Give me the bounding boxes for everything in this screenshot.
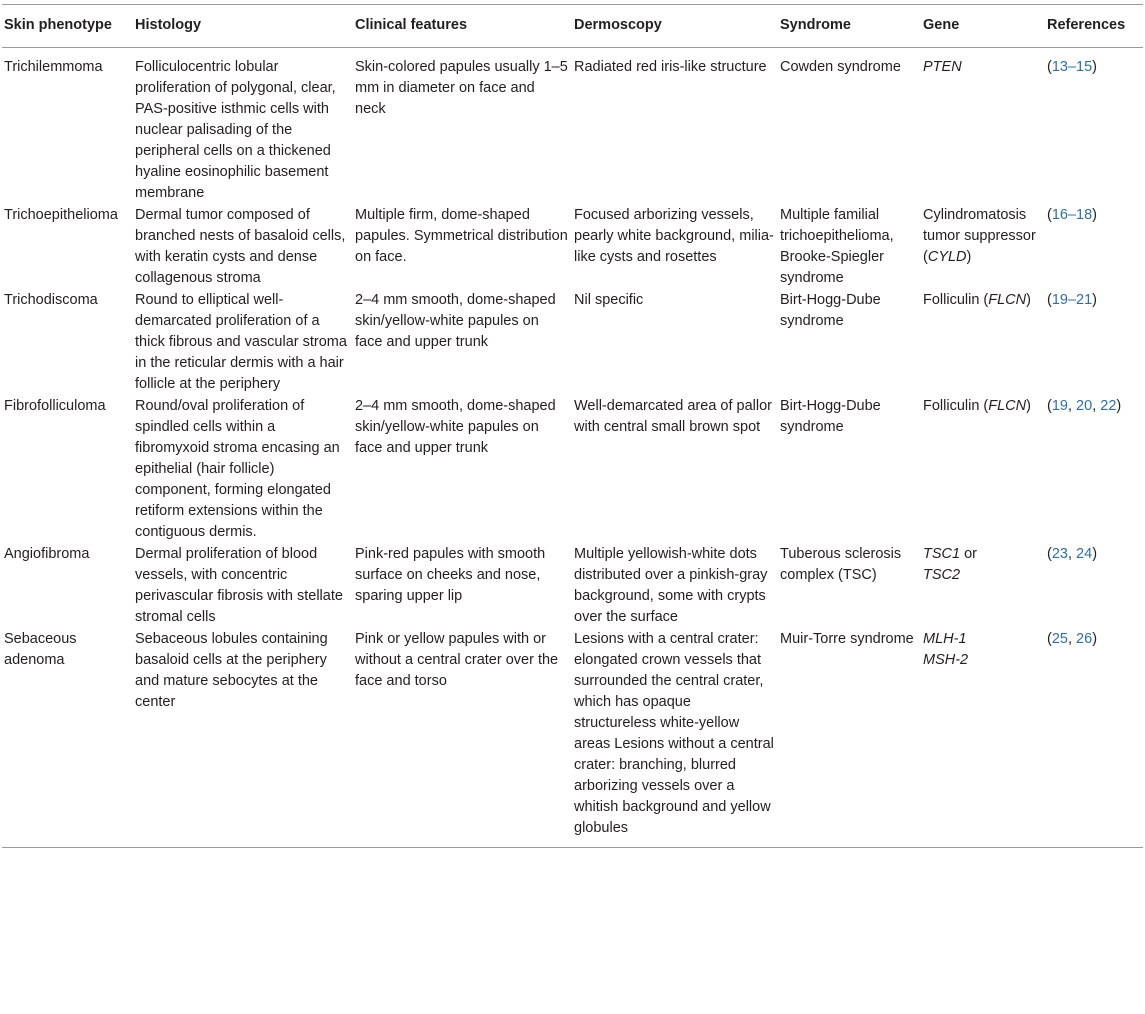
gene-symbol: CYLD: [927, 249, 967, 265]
gene-symbol-2: MSH-2: [923, 652, 969, 668]
reference-link[interactable]: 23: [1051, 546, 1068, 562]
cell-histology: Round to elliptical well-demarcated proliferation of a thick fibrous and vascular stroma in the reticular dermis with a hair follicle at the periphery: [135, 292, 347, 392]
cell-dermoscopy: Nil specific: [574, 292, 644, 308]
cell-syndrome: Multiple familial trichoepithelioma, Brooke-Spiegler syndrome: [780, 207, 894, 286]
cell-syndrome: Birt-Hogg-Dube syndrome: [780, 292, 881, 329]
cell-dermoscopy: Lesions with a central crater: elongated crown vessels that surrounded the central crater, which has opaque structureless white-yellow areas Lesions without a central crater: branching, blurred arborizing vessels over a whitish background and yellow globules: [572, 629, 778, 848]
ref-close: ): [1092, 207, 1098, 223]
reference-link[interactable]: 19: [1051, 398, 1068, 414]
reference-link[interactable]: 16–18: [1051, 207, 1093, 223]
ref-open: (: [1047, 546, 1052, 562]
gene-plain: Cylindromatosis tumor suppressor (: [923, 207, 1036, 265]
table-row: [2, 290, 1143, 396]
cell-references: [1045, 48, 1143, 206]
ref-open: (: [1047, 207, 1052, 223]
gene-symbol: PTEN: [923, 59, 962, 75]
gene-symbol: FLCN: [988, 398, 1027, 414]
cell-histology: Round/oval proliferation of spindled cells within a fibromyxoid stroma encasing an epithelial (hair follicle) component, forming elongated retiform extensions within the contiguous dermis.: [135, 398, 340, 540]
cell-phenotype: Fibrofolliculoma: [4, 398, 106, 414]
cell-histology: Sebaceous lobules containing basaloid cells at the periphery and mature sebocytes at the center: [133, 629, 353, 848]
cell-gene: [921, 629, 1045, 848]
table-row: [2, 48, 1143, 206]
cell-syndrome: Cowden syndrome: [780, 59, 901, 75]
ref-close: ): [1116, 398, 1122, 414]
cell-clinical: Multiple firm, dome-shaped papules. Symmetrical distribution on face.: [355, 207, 568, 265]
cell-syndrome: Muir-Torre syndrome: [778, 629, 921, 848]
ref-open: (: [1047, 59, 1052, 75]
cell-references: (23, 24): [1047, 546, 1098, 562]
cell-phenotype: Trichilemmoma: [4, 59, 103, 75]
header-gene: Gene: [921, 5, 1045, 48]
gene-symbol: MLH-1: [923, 631, 967, 647]
gene-plain: Folliculin (: [923, 398, 989, 414]
header-skin-phenotype: Skin phenotype: [2, 5, 133, 48]
ref-open: (: [1047, 631, 1052, 647]
reference-link[interactable]: 26: [1076, 631, 1093, 647]
cell-gene: [921, 396, 1045, 544]
skin-phenotype-table: [2, 4, 1143, 848]
header-histology: Histology: [133, 5, 353, 48]
header-dermoscopy: Dermoscopy: [572, 5, 778, 48]
cell-clinical: Skin-colored papules usually 1–5 mm in diameter on face and neck: [355, 59, 568, 117]
header-syndrome: Syndrome: [778, 5, 921, 48]
cell-references: [1045, 205, 1143, 290]
cell-gene: [921, 290, 1045, 396]
gene-suffix: ): [1026, 398, 1031, 414]
gene-suffix: or: [960, 546, 977, 562]
reference-link[interactable]: 13–15: [1051, 59, 1093, 75]
cell-phenotype: Sebaceous adenoma: [2, 629, 133, 848]
header-references: References: [1045, 5, 1143, 48]
table-row: [2, 544, 1143, 629]
cell-dermoscopy: Radiated red iris-like structure: [574, 59, 767, 75]
gene-symbol: TSC1: [923, 546, 961, 562]
header-clinical-features: Clinical features: [353, 5, 572, 48]
gene-symbol: FLCN: [988, 292, 1027, 308]
ref-open: (: [1047, 292, 1052, 308]
ref-close: ): [1092, 59, 1098, 75]
cell-clinical: 2–4 mm smooth, dome-shaped skin/yellow-white papules on face and upper trunk: [355, 398, 556, 456]
gene-plain: Folliculin (: [923, 292, 989, 308]
cell-dermoscopy: Multiple yellowish-white dots distributed over a pinkish-gray background, some with crypts over the surface: [574, 546, 768, 625]
ref-close: ): [1092, 546, 1098, 562]
cell-clinical: Pink-red papules with smooth surface on cheeks and nose, sparing upper lip: [355, 546, 546, 604]
cell-gene: [921, 48, 1045, 206]
reference-link[interactable]: 19–21: [1051, 292, 1093, 308]
reference-link[interactable]: 22: [1100, 398, 1117, 414]
cell-syndrome: Tuberous sclerosis complex (TSC): [780, 546, 902, 583]
table-row: [2, 629, 1143, 848]
cell-references: (25, 26): [1045, 629, 1143, 848]
cell-histology: Dermal tumor composed of branched nests of basaloid cells, with keratin cysts and dense collagenous stroma: [135, 207, 346, 286]
cell-references: (19, 20, 22): [1047, 398, 1122, 414]
gene-suffix: ): [1026, 292, 1031, 308]
cell-phenotype: Trichodiscoma: [4, 292, 98, 308]
cell-dermoscopy: Well-demarcated area of pallor with central small brown spot: [574, 398, 772, 435]
reference-link[interactable]: 24: [1076, 546, 1093, 562]
header-row: [2, 5, 1143, 48]
cell-gene: [921, 205, 1045, 290]
gene-symbol-2: TSC2: [923, 567, 961, 583]
cell-gene: [921, 544, 1045, 629]
ref-close: ): [1092, 631, 1098, 647]
cell-phenotype: Angiofibroma: [4, 546, 90, 562]
cell-references: [1045, 290, 1143, 396]
cell-histology: Folliculocentric lobular proliferation of polygonal, clear, PAS-positive isthmic cells with nuclear palisading of the peripheral cells on a thickened hyaline eosinophilic basement membrane: [135, 59, 336, 201]
reference-link[interactable]: 25: [1051, 631, 1068, 647]
cell-phenotype: Trichoepithelioma: [4, 207, 118, 223]
cell-dermoscopy: Focused arborizing vessels, pearly white background, milia-like cysts and rosettes: [574, 207, 774, 265]
cell-clinical: Pink or yellow papules with or without a central crater over the face and torso: [353, 629, 572, 848]
cell-histology: Dermal proliferation of blood vessels, with concentric perivascular fibrosis with stellate stromal cells: [135, 546, 343, 625]
ref-open: (: [1047, 398, 1052, 414]
reference-link[interactable]: 20: [1076, 398, 1093, 414]
cell-clinical: 2–4 mm smooth, dome-shaped skin/yellow-white papules on face and upper trunk: [355, 292, 556, 350]
gene-suffix: ): [966, 249, 972, 265]
cell-syndrome: Birt-Hogg-Dube syndrome: [780, 398, 881, 435]
table-row: [2, 205, 1143, 290]
table-row: [2, 396, 1143, 544]
ref-close: ): [1092, 292, 1098, 308]
